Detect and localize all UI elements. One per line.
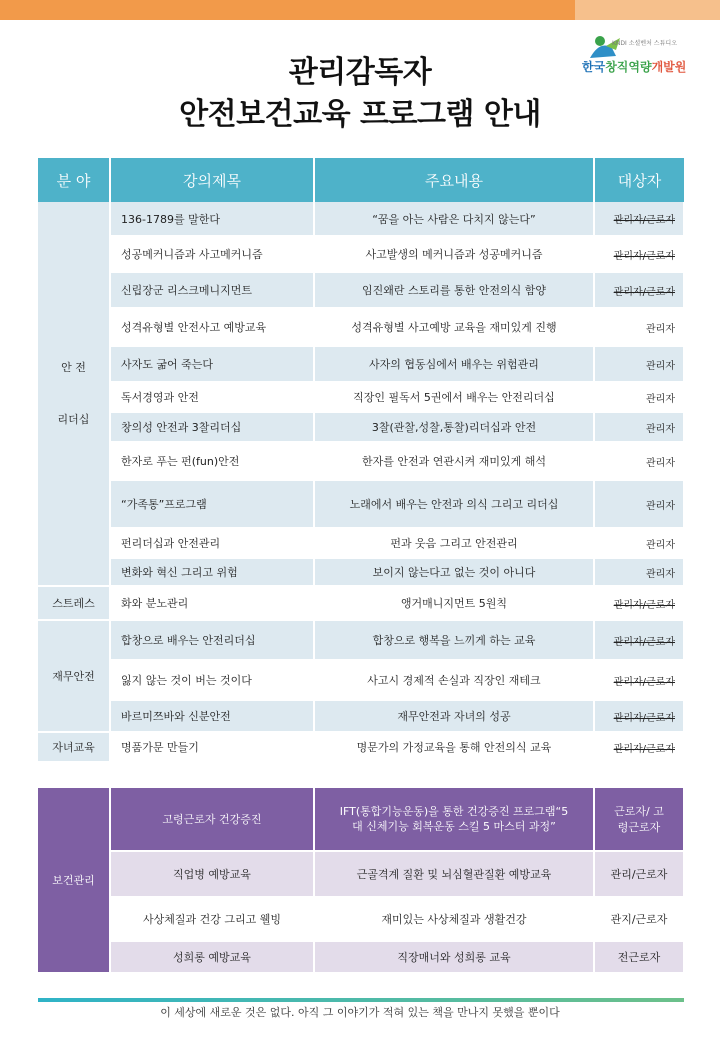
row-content: 재무안전과 자녀의 성공 bbox=[314, 700, 594, 732]
top-accent-bar bbox=[0, 0, 720, 20]
row-content: 명문가의 가정교육을 통해 안전의식 교육 bbox=[314, 732, 594, 762]
row-target: 관리자 bbox=[594, 528, 684, 558]
row-title: 사상체질과 건강 그리고 웰빙 bbox=[110, 897, 314, 941]
logo-name-part-3: 개발원 bbox=[651, 60, 687, 74]
row-title: 136-1789를 말한다 bbox=[110, 202, 314, 236]
program-table bbox=[38, 158, 685, 763]
header-title: 강의제목 bbox=[110, 158, 314, 202]
row-content: 한자를 안전과 연관시켜 재미있게 해석 bbox=[314, 442, 594, 480]
row-content: 펀과 웃음 그리고 안전관리 bbox=[314, 528, 594, 558]
row-title: 변화와 혁신 그리고 위험 bbox=[110, 558, 314, 586]
table-row bbox=[38, 851, 684, 897]
row-target: 관리자/근로자 bbox=[594, 732, 684, 762]
logo-name-part-1: 한국 bbox=[582, 60, 606, 74]
row-target: 관리자/근로자 bbox=[594, 620, 684, 660]
row-title: 사자도 굶어 죽는다 bbox=[110, 346, 314, 382]
table-row bbox=[38, 732, 684, 762]
row-content: “꿈을 아는 사람은 다치지 않는다” bbox=[314, 202, 594, 236]
table-row bbox=[38, 382, 684, 412]
row-content: 노래에서 배우는 안전과 의식 그리고 리더십 bbox=[314, 480, 594, 528]
row-content: 재미있는 사상체질과 생활건강 bbox=[314, 897, 594, 941]
row-content: 3찰(관찰,성찰,통찰)리더십과 안전 bbox=[314, 412, 594, 442]
top-accent-bar-light bbox=[575, 0, 720, 20]
row-content: 앵거매니지먼트 5원칙 bbox=[314, 586, 594, 620]
row-target: 관리자/근로자 bbox=[594, 586, 684, 620]
row-target: 관리자 bbox=[594, 412, 684, 442]
row-title: 고령근로자 건강증진 bbox=[110, 788, 314, 851]
category-safety-label: 안 전 bbox=[61, 361, 86, 375]
health-table bbox=[38, 788, 685, 974]
row-target: 전근로자 bbox=[594, 941, 684, 973]
row-target: 관리자 bbox=[594, 346, 684, 382]
page-title bbox=[0, 52, 720, 136]
table-row bbox=[38, 202, 684, 236]
table-header-row bbox=[38, 158, 684, 202]
category-children: 자녀교육 bbox=[38, 732, 110, 762]
row-content: 임진왜란 스토리를 통한 안전의식 함양 bbox=[314, 272, 594, 308]
table-row bbox=[38, 941, 684, 973]
row-content: 사자의 협동심에서 배우는 위험관리 bbox=[314, 346, 594, 382]
table-row bbox=[38, 308, 684, 346]
row-title: 펀리더십과 안전관리 bbox=[110, 528, 314, 558]
page-title-line1: 관리감독자 bbox=[288, 55, 432, 90]
logo-subtitle: KNDI 소셜벤처 스튜디오 bbox=[612, 40, 677, 47]
row-target: 관리자/근로자 bbox=[594, 236, 684, 272]
row-title: 성공메커니즘과 사고메커니즘 bbox=[110, 236, 314, 272]
row-content: 사고발생의 메커니즘과 성공메커니즘 bbox=[314, 236, 594, 272]
table-row bbox=[38, 897, 684, 941]
row-target: 관리자/근로자 bbox=[594, 700, 684, 732]
footer-quote: 이 세상에 새로운 것은 없다. 아직 그 이야기가 적혀 있는 책을 만나지 못했을 뿐이다 bbox=[160, 1006, 560, 1019]
table-row bbox=[38, 700, 684, 732]
top-accent-bar-orange bbox=[0, 0, 575, 20]
row-title: 명품가문 만들기 bbox=[110, 732, 314, 762]
row-content: IFT(통합기능운동)을 통한 건강증진 프로그램“5대 신체기능 회복운동 스킬 5 마스터 과정” bbox=[314, 788, 594, 851]
row-title: 창의성 안전과 3찰리더십 bbox=[110, 412, 314, 442]
row-title: 한자로 푸는 펀(fun)안전 bbox=[110, 442, 314, 480]
row-content: 보이지 않는다고 없는 것이 아니다 bbox=[314, 558, 594, 586]
table-row bbox=[38, 442, 684, 480]
category-finance: 재무안전 bbox=[38, 620, 110, 732]
row-title: 잃지 않는 것이 버는 것이다 bbox=[110, 660, 314, 700]
category-stress: 스트레스 bbox=[38, 586, 110, 620]
row-target: 관지/근로자 bbox=[594, 897, 684, 941]
row-content: 직장매너와 성희롱 교육 bbox=[314, 941, 594, 973]
row-title: 독서경영과 안전 bbox=[110, 382, 314, 412]
table-row bbox=[38, 620, 684, 660]
row-target: 관리자 bbox=[594, 382, 684, 412]
row-title: 화와 분노관리 bbox=[110, 586, 314, 620]
row-title: “가족통”프로그램 bbox=[110, 480, 314, 528]
logo-name-part-2: 창직역량 bbox=[605, 60, 652, 74]
row-target: 근로자/ 고령근로자 bbox=[594, 788, 684, 851]
table-row bbox=[38, 660, 684, 700]
row-target: 관리자 bbox=[594, 480, 684, 528]
row-target: 관리/근로자 bbox=[594, 851, 684, 897]
row-title: 성격유형별 안전사고 예방교육 bbox=[110, 308, 314, 346]
row-content: 근골격계 질환 및 뇌심혈관질환 예방교육 bbox=[314, 851, 594, 897]
category-health: 보건관리 bbox=[38, 788, 110, 973]
table-row bbox=[38, 558, 684, 586]
table-row bbox=[38, 236, 684, 272]
row-title: 성희롱 예방교육 bbox=[110, 941, 314, 973]
category-leadership-label: 리더십 bbox=[57, 412, 90, 426]
table-row bbox=[38, 272, 684, 308]
row-content: 사고시 경제적 손실과 직장인 재테크 bbox=[314, 660, 594, 700]
row-target: 관리자 bbox=[594, 442, 684, 480]
row-target: 관리자 bbox=[594, 308, 684, 346]
table-row bbox=[38, 528, 684, 558]
row-target: 관리자/근로자 bbox=[594, 272, 684, 308]
table-row bbox=[38, 788, 684, 851]
row-title: 바르미쯔바와 신분안전 bbox=[110, 700, 314, 732]
header-content: 주요내용 bbox=[314, 158, 594, 202]
row-title: 합창으로 배우는 안전리더십 bbox=[110, 620, 314, 660]
row-target: 관리자/근로자 bbox=[594, 202, 684, 236]
row-target: 관리자 bbox=[594, 558, 684, 586]
table-row bbox=[38, 586, 684, 620]
row-content: 직장인 필독서 5권에서 배우는 안전리더십 bbox=[314, 382, 594, 412]
page-title-line2: 안전보건교육 프로그램 안내 bbox=[179, 97, 541, 132]
row-title: 직업병 예방교육 bbox=[110, 851, 314, 897]
header-category: 분 야 bbox=[38, 158, 110, 202]
category-safety-leadership bbox=[38, 202, 110, 586]
header-target: 대상자 bbox=[594, 158, 684, 202]
row-title: 신립장군 리스크메니지먼트 bbox=[110, 272, 314, 308]
table-row bbox=[38, 412, 684, 442]
row-content: 성격유형별 사고예방 교육을 재미있게 진행 bbox=[314, 308, 594, 346]
table-row bbox=[38, 346, 684, 382]
bottom-divider bbox=[38, 998, 684, 1002]
row-target: 관리자/근로자 bbox=[594, 660, 684, 700]
row-content: 합창으로 행복을 느끼게 하는 교육 bbox=[314, 620, 594, 660]
table-row bbox=[38, 480, 684, 528]
